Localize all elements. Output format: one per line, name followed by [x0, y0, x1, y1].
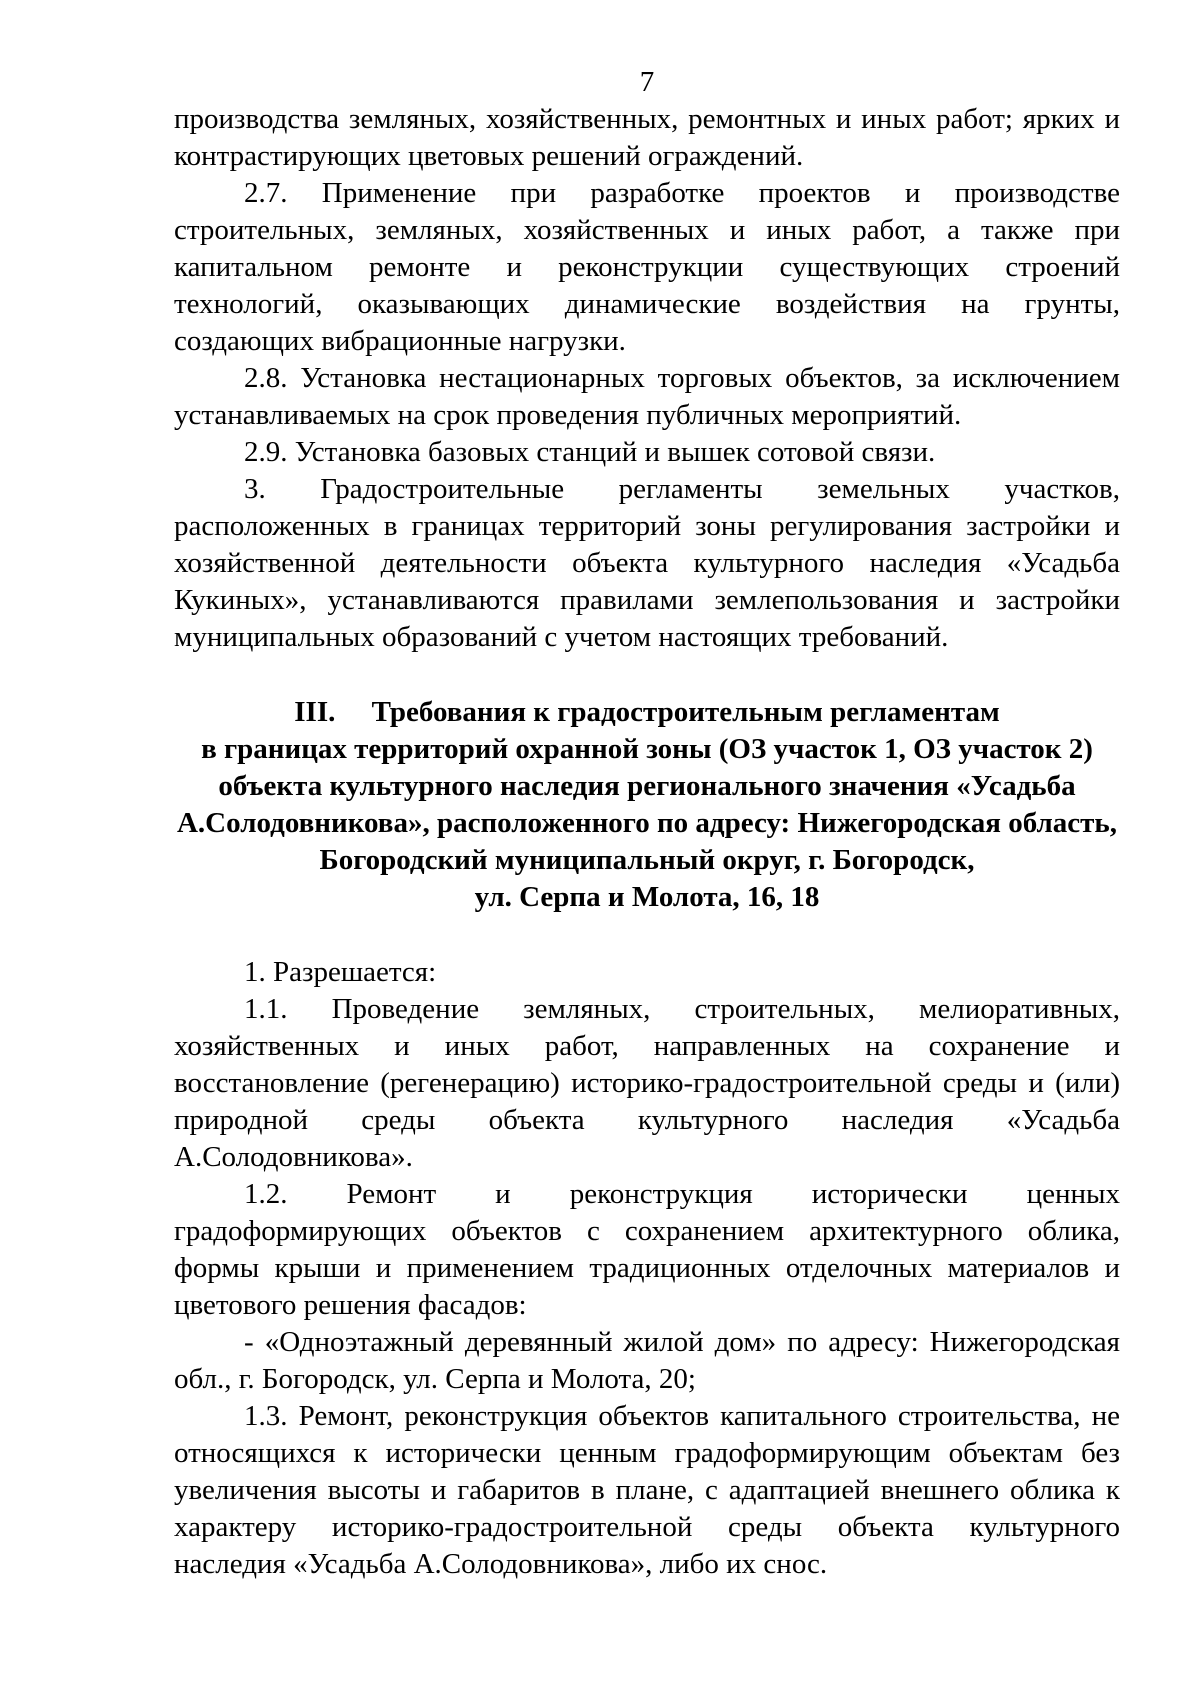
section-title-line: А.Солодовникова», расположенного по адресу: Нижегородская область, [176, 807, 1117, 839]
paragraph: 1. Разрешается: [244, 956, 437, 988]
paragraph: 2.7. Применение при разработке проектов и производстве строительных, земляных, хозяйственных и иных работ, а также при капитальном ремонте и реконструкции существующих строений технологий, оказывающих динамические воздействия на грунты, создающих вибрационные нагрузки. [174, 177, 1120, 357]
section-title-line: в границах территорий охранной зоны (ОЗ участок 1, ОЗ участок 2) [201, 733, 1093, 765]
paragraph: производства земляных, хозяйственных, ремонтных и иных работ; ярких и контрастирующих цветовых решений ограждений. [174, 103, 1120, 172]
paragraph: 1.1. Проведение земляных, строительных, мелиоративных, хозяйственных и иных работ, направленных на сохранение и восстановление (регенерацию) историко-градостроительной среды и (или) природной среды объекта культурного наследия «Усадьба А.Солодовникова». [174, 993, 1120, 1173]
section-title [174, 694, 1120, 916]
section-title-line: III. Требования к градостроительным регламентам [294, 696, 1000, 728]
section-title-line: Богородский муниципальный округ, г. Богородск, [319, 844, 975, 876]
paragraphs-after [174, 954, 1120, 1583]
paragraphs-before [174, 101, 1120, 656]
section-title-line: объекта культурного наследия регионального значения «Усадьба [218, 770, 1076, 802]
paragraph: 2.9. Установка базовых станций и вышек сотовой связи. [244, 436, 936, 468]
paragraph: 3. Градостроительные регламенты земельных участков, расположенных в границах территорий зоны регулирования застройки и хозяйственной деятельности объекта культурного наследия «Усадьба Кукиных», устанавливаются правилами землепользования и застройки муниципальных образований с учетом настоящих требований. [174, 473, 1120, 653]
paragraph: 1.3. Ремонт, реконструкция объектов капитального строительства, не относящихся к исторически ценным градоформирующим объектам без увеличения высоты и габаритов в плане, с адаптацией внешнего облика к характеру историко-градостроительной среды объекта культурного наследия «Усадьба А.Солодовникова», либо их снос. [174, 1400, 1120, 1580]
paragraph: 2.8. Установка нестационарных торговых объектов, за исключением устанавливаемых на срок проведения публичных мероприятий. [174, 362, 1120, 431]
paragraph: - «Одноэтажный деревянный жилой дом» по адресу: Нижегородская обл., г. Богородск, ул. Серпа и Молота, 20; [174, 1326, 1120, 1395]
section-title-line: ул. Серпа и Молота, 16, 18 [474, 881, 820, 913]
document-page [174, 64, 1120, 1583]
paragraph: 1.2. Ремонт и реконструкция исторически ценных градоформирующих объектов с сохранением архитектурного облика, формы крыши и применением традиционных отделочных материалов и цветового решения фасадов: [174, 1178, 1120, 1321]
page-number: 7 [639, 66, 655, 98]
